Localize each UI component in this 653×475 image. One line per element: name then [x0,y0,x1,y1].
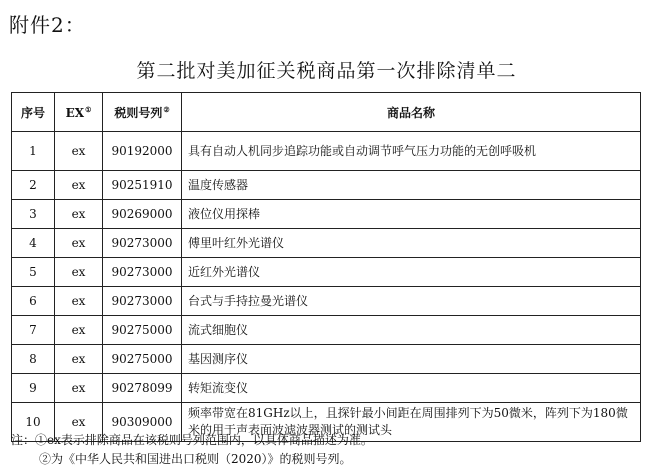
attachment-label: 附件2： [9,13,86,37]
header-code-footnote-mark: ② [163,104,170,114]
cell-ex: ex [55,403,103,442]
cell-name: 转矩流变仪 [182,374,641,403]
cell-ex: ex [55,345,103,374]
cell-no: 3 [12,200,55,229]
cell-no: 9 [12,374,55,403]
header-ex [55,93,103,132]
cell-name: 台式与手持拉曼光谱仪 [182,287,641,316]
footnote-2: ②为《中华人民共和国进出口税则（2020）》的税则号列。 [39,452,352,466]
cell-ex: ex [55,287,103,316]
table-row [12,258,641,287]
header-name-label: 商品名称 [386,105,435,120]
cell-name: 基因测序仪 [182,345,641,374]
cell-ex: ex [55,258,103,287]
header-ex-label: EX [65,105,85,120]
header-code [103,93,182,132]
table-row [12,374,641,403]
cell-name: 具有自动人机同步追踪功能或自动调节呼气压力功能的无创呼吸机 [182,132,641,171]
cell-ex: ex [55,229,103,258]
cell-code: 90278099 [103,374,182,403]
cell-ex: ex [55,171,103,200]
cell-name: 流式细胞仪 [182,316,641,345]
footnote-1: 注：①ex表示排除商品在该税则号列范围内，以具体商品描述为准。 [11,433,373,447]
cell-no: 10 [12,403,55,442]
cell-name: 温度传感器 [182,171,641,200]
cell-code: 90273000 [103,287,182,316]
cell-code: 90275000 [103,316,182,345]
cell-no: 6 [12,287,55,316]
document-title: 第二批对美加征关税商品第一次排除清单二 [136,60,517,82]
cell-no: 8 [12,345,55,374]
cell-no: 1 [12,132,55,171]
table-row [12,316,641,345]
cell-code: 90251910 [103,171,182,200]
header-ex-footnote-mark: ① [85,104,92,114]
exclusion-list-table [11,92,641,442]
cell-code: 90309000 [103,403,182,442]
header-no [12,93,55,132]
table-row [12,287,641,316]
table-row [12,229,641,258]
header-name [182,93,641,132]
cell-code: 90269000 [103,200,182,229]
cell-no: 2 [12,171,55,200]
cell-ex: ex [55,132,103,171]
table-row [12,132,641,171]
cell-name: 傅里叶红外光谱仪 [182,229,641,258]
cell-ex: ex [55,316,103,345]
cell-code: 90275000 [103,345,182,374]
header-no-label: 序号 [20,105,45,120]
footnotes [11,431,373,469]
cell-code: 90273000 [103,258,182,287]
cell-name: 频率带宽在81GHz以上，且探针最小间距在周围排列下为50微米，阵列下为180微米的用于声表面波滤波器测试的测试头 [182,403,641,442]
cell-no: 5 [12,258,55,287]
table-row [12,171,641,200]
header-code-label: 税则号列 [114,105,163,120]
cell-ex: ex [55,200,103,229]
table-row [12,200,641,229]
table-header-row [12,93,641,132]
cell-no: 4 [12,229,55,258]
cell-code: 90192000 [103,132,182,171]
cell-code: 90273000 [103,229,182,258]
cell-no: 7 [12,316,55,345]
table-row [12,345,641,374]
cell-ex: ex [55,374,103,403]
cell-name: 液位仪用探棒 [182,200,641,229]
cell-name: 近红外光谱仪 [182,258,641,287]
